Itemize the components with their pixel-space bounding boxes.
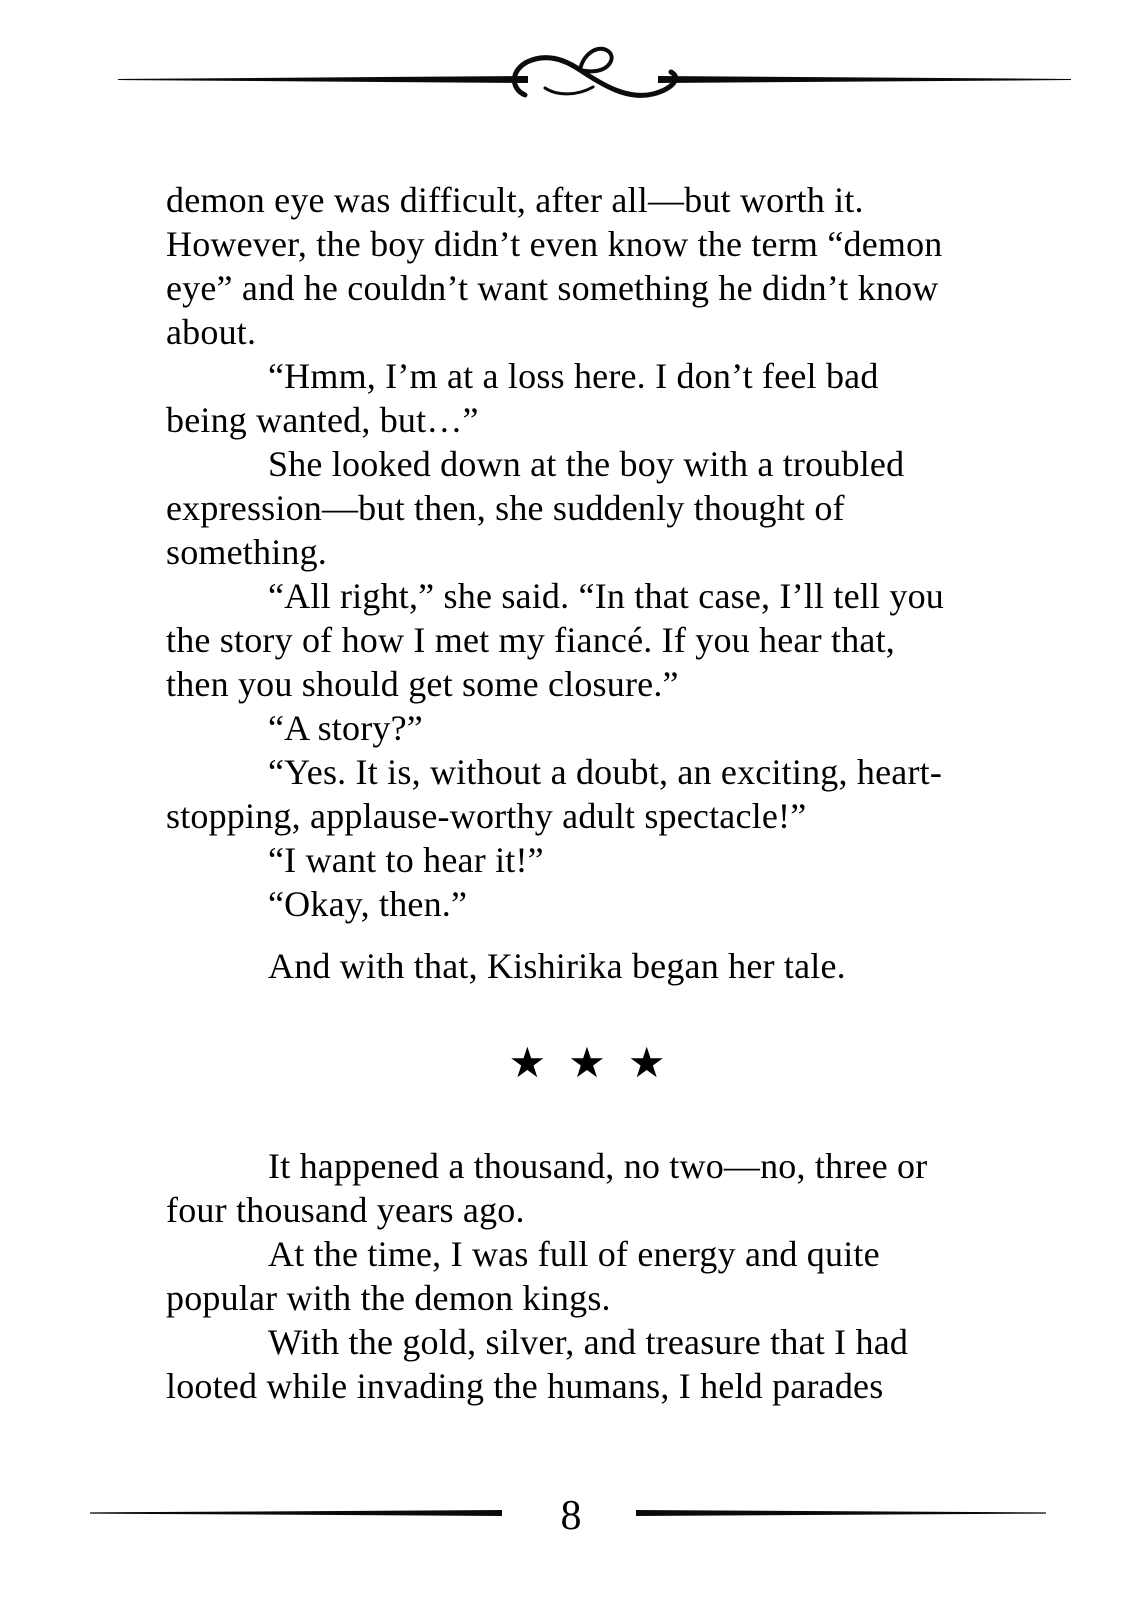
text-line: And with that, Kishirika began her tale. [268,946,846,986]
text-line: being wanted, but…” [166,400,479,440]
paragraph [166,1320,978,1408]
header-rule-right [658,76,1071,83]
text-line: something. [166,532,327,572]
footer-rule-left [90,1510,502,1516]
star-icon: ★ [568,1041,606,1087]
text-line: However, the boy didn’t even know the term “demon [166,224,943,264]
text-line: It happened a thousand, no two—no, three or [268,1146,928,1186]
paragraph [166,944,978,988]
text-line: stopping, applause-worthy adult spectacle!” [166,796,807,836]
paragraph [166,442,978,574]
text-line: expression—but then, she suddenly thought of [166,488,845,528]
text-line: looted while invading the humans, I held parades [166,1366,884,1406]
text-line: eye” and he couldn’t want something he didn’t know [166,268,939,308]
star-icon: ★ [627,1041,666,1087]
header-rule-left [118,76,528,83]
scene-break-stars [166,1026,978,1102]
text-line: about. [166,312,257,352]
text-line: then you should get some closure.” [166,664,679,704]
paragraph [166,750,978,838]
paragraph [166,882,978,926]
text-line: At the time, I was full of energy and quite [268,1234,880,1274]
text-line: “Okay, then.” [268,884,468,924]
footer-rule-right [636,1510,1046,1516]
text-line: “Yes. It is, without a doubt, an exciting, heart- [268,752,943,792]
paragraph [166,706,978,750]
paragraph [166,178,978,354]
text-line: popular with the demon kings. [166,1278,611,1318]
text-line: “A story?” [268,708,423,748]
page-number: 8 [560,1493,582,1539]
text-line: “All right,” she said. “In that case, I’ll tell you [268,576,944,616]
text-line: “I want to hear it!” [268,840,544,880]
text-line: With the gold, silver, and treasure that I had [268,1322,909,1362]
paragraph [166,1232,978,1320]
text-line: the story of how I met my fiancé. If you hear that, [166,620,895,660]
text-line: She looked down at the boy with a troubled [268,444,905,484]
text-line: demon eye was difficult, after all—but worth it. [166,180,864,220]
page-text [166,178,978,1408]
paragraph [166,574,978,706]
paragraph [166,1144,978,1232]
paragraph [166,354,978,442]
paragraph [166,838,978,882]
text-line: “Hmm, I’m at a loss here. I don’t feel bad [268,356,879,396]
star-icon: ★ [508,1041,547,1087]
text-line: four thousand years ago. [166,1190,525,1230]
